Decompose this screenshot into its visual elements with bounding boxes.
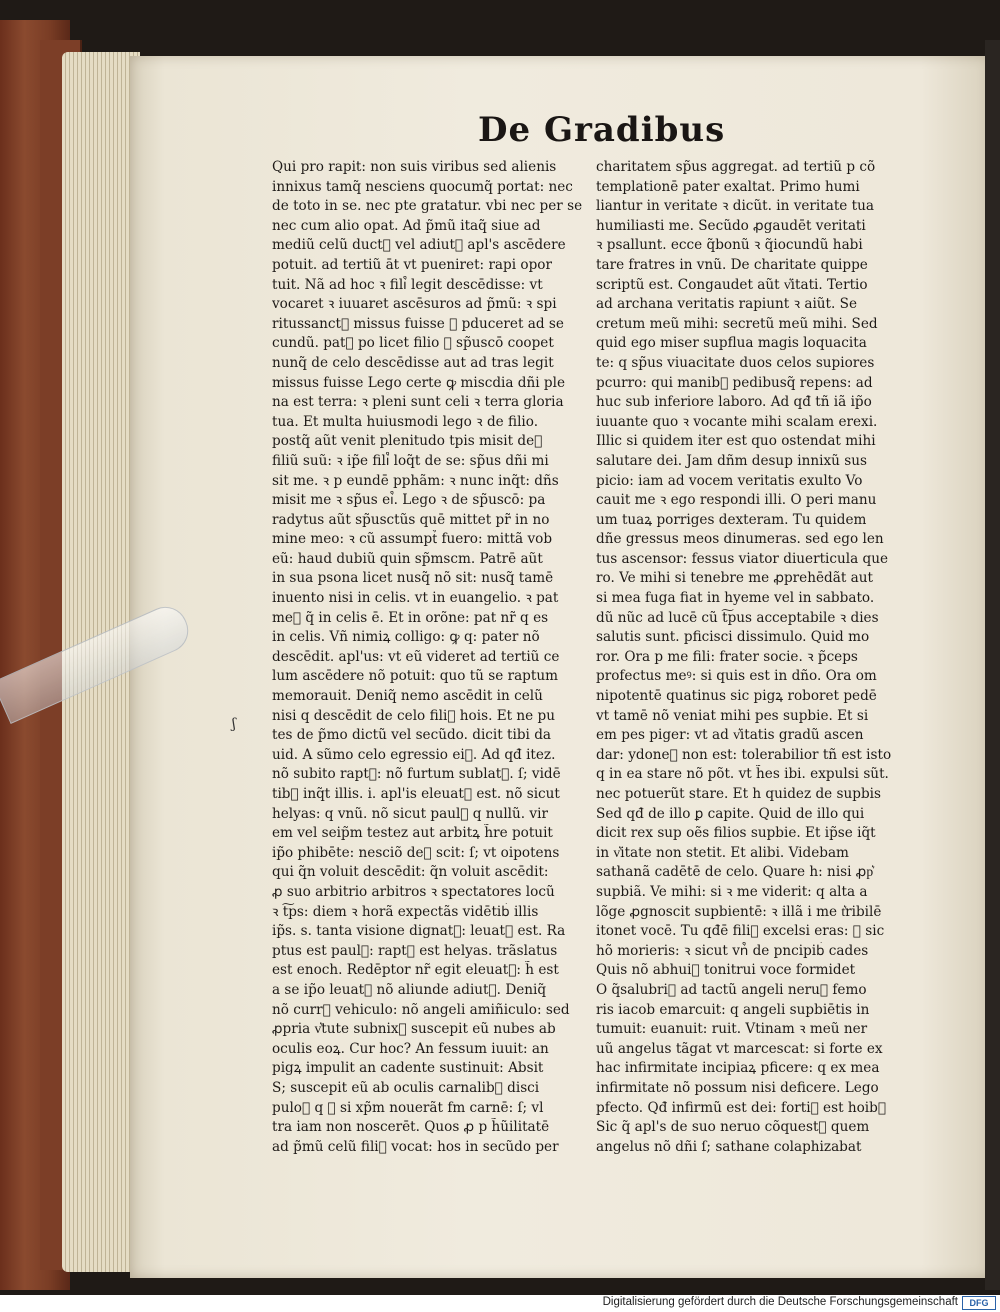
left-column-line: ꝓpria v͛tute subnix᷒ suscepit eũ nubes ab — [272, 1021, 556, 1038]
footer-credit: Digitalisierung gefördert durch die Deutsche Forschungsgemeinschaft — [602, 1296, 958, 1308]
right-column-line: hõ morieris: ꝛ sicut vn᷒ de pncipib᷒ cades — [596, 942, 869, 959]
footer-bar — [0, 1295, 1000, 1312]
right-column-line: ro. Ve mihi si tenebre me ꝓprehēdãt aut — [596, 570, 873, 587]
right-column-line: lõge ꝓgnoscit supbientē: ꝛ illã i me t͛ribilē — [596, 903, 882, 920]
left-column-line: ip̃s. s. tanta visione dignat᷒: leuat᷒ est. Ra — [272, 923, 566, 940]
left-column-line: ꝓ suo arbitrio arbitros ꝛ spectatores locũ — [272, 883, 555, 900]
left-column-line: me᷒ q̃ in celis ē. Et in orõne: pat nr̃ q es — [272, 609, 549, 626]
left-column-line: missus fuisse Lego certe ꝙ miscdia dñi ple — [272, 374, 566, 391]
left-column-line: mine meo: ꝛ cũ assumpt᷒ fuero: mittã vob — [272, 531, 553, 548]
right-column-line: Illic si quidem iter est quo ostendat mihi — [596, 433, 876, 450]
left-column-line: na est terra: ꝛ pleni sunt celi ꝛ terra gloria — [272, 394, 564, 411]
right-column-line: cauit me ꝛ ego respondi illi. O peri manu — [596, 492, 877, 509]
left-column-line: ad p̃mũ celũ fili᷒ vocat: hos in secũdo per — [272, 1138, 559, 1155]
right-column-line: tare fratres in vnũ. De charitate quippe — [596, 256, 868, 273]
right-column-line: O q̃salubri᷒ ad tactũ angeli neru᷒ femo — [596, 981, 867, 998]
right-column-line: humiliasti me. Secũdo ꝓgaudēt veritati — [596, 217, 866, 234]
left-column-line: memorauit. Deniq̃ nemo ascēdit in celũ — [272, 688, 543, 705]
right-column-line: profectus meꝰ: si quis est in dño. Ora om — [596, 668, 877, 685]
left-column-line: a se ip̃o leuat᷒ nõ aliunde adiut᷒. Deniq̃ — [272, 981, 547, 998]
dfg-logo-icon: DFG — [962, 1296, 996, 1310]
left-column-line: ptus est paul᷒: rapt᷒ est helyas. trãslatus — [272, 942, 558, 959]
right-column-line: in v͛itate non stetit. Et alibi. Videbam — [596, 844, 849, 861]
right-column-line: angelus nõ dñi ſ; sathane colaphizabat — [596, 1138, 862, 1155]
right-column-line: vt tamē nõ veniat mihi pes supbie. Et si — [596, 707, 869, 724]
right-column-line: dñe gressus meos dinumeras. sed ego len — [596, 531, 884, 548]
right-column-line: ꝛ psallunt. ecce q̃bonũ ꝛ q̃iocundũ habi — [596, 237, 863, 254]
left-column-line: qui q̃n voluit descēdit: q̃n voluit ascēdit: — [272, 864, 549, 881]
left-column-line: est enoch. Redēptor nr̃ egit eleuat᷒: h̃ est — [272, 962, 559, 979]
left-column-line: cundũ. pat᷒ po licet filio ꝛ sp̃uscō coopet — [272, 335, 554, 352]
right-column-line: liantur in veritate ꝛ dicũt. in veritate tua — [596, 198, 874, 215]
left-column-line: tra iam non noscerēt. Quos ꝓ p h̃ũilitatē — [272, 1119, 550, 1136]
left-column-line: eũ: haud dubiũ quin sp̃mscm. Patrē aũt — [272, 550, 543, 567]
right-column-line: Sic q̃ apl's de suo neruo cõquest᷒ quem — [596, 1119, 870, 1136]
right-column-line: em pes piger: vt ad v͛itatis gradũ ascen — [596, 727, 864, 744]
right-column-line: pfecto. Qđ infirmũ est dei: forti᷒ est hoib᷒ — [596, 1099, 886, 1116]
left-column-line: tuit. Nã ad hoc ꝛ fili᷒ legit descēdisse: vt — [272, 276, 543, 293]
right-column-line: dar: ydone᷒ non est: tolerabilior tñ est isto — [596, 746, 892, 763]
right-column-line: pcurro: qui manib᷒ pedibusq̃ repens: ad — [596, 374, 873, 391]
left-column-line: uid. A sũmo celo egressio ei᷒. Ad qđ itez. — [272, 746, 556, 763]
running-heading: De Gradibus — [478, 110, 726, 150]
left-column-line: in celis. Vñ nimiꝝ colligo: ꝙ q: pater nõ — [272, 629, 540, 646]
right-column-line: si mea fuga fiat in hyeme vel in sabbato. — [596, 590, 875, 607]
left-column-line: tes de p̃mo dictũ vel secũdo. dicit tibi da — [272, 727, 552, 744]
right-column-line: ad archana veritatis rapiunt ꝛ aiũt. Se — [596, 296, 858, 313]
left-column-line: vocaret ꝛ iuuaret ascēsuros ad p̃mũ: ꝛ spi — [272, 296, 557, 313]
right-column-line: Quis nõ abhui᷒ tonitrui voce formidet — [596, 962, 856, 979]
right-column-line: nipotentē quatinus sic pigꝝ roboret pedē — [596, 688, 877, 705]
left-column-line: de toto in se. nec pte gratatur. vbi nec per se — [272, 198, 583, 215]
right-column-line: charitatem sp̃us aggregat. ad tertiũ p cõ — [596, 159, 876, 175]
left-column-line: helyas: q vnũ. nõ sicut paul᷒ q nullũ. vir — [272, 805, 548, 822]
right-column-line: huc sub inferiore laboro. Ad qđ tñ iã ip̃o — [596, 394, 872, 411]
right-column-line: iuuante quo ꝛ vocante mihi scalam erexi. — [596, 413, 878, 430]
right-column-line: um tuaꝝ porriges dexteram. Tu quidem — [596, 511, 867, 528]
scan-background-edge — [985, 40, 1000, 1290]
left-column-line: misit me ꝛ sp̃us ei᷒. Lego ꝛ de sp̃uscō: pa — [272, 492, 546, 509]
right-column-line: hac infirmitate incipiaꝝ pficere: q ex mea — [596, 1060, 880, 1077]
right-column-line: q in ea stare nõ põt. vt h̃es ibi. expulsi sũt. — [596, 766, 889, 783]
left-column-line: innixus tamq̃ nesciens quocumq̃ portat: nec — [272, 178, 573, 195]
left-column-line: nisi q descēdit de celo fili᷒ hois. Et ne pu — [272, 707, 555, 724]
left-column-line: nunq̃ de celo descēdisse aut ad tras legit — [272, 354, 554, 371]
left-column-line: pigꝝ impulit an cadente sustinuit: Absit — [272, 1060, 544, 1077]
left-column-line: descēdit. apl'us: vt eũ videret ad tertiũ ce — [272, 648, 560, 665]
left-column-line: radytus aũt sp̃usctũs quē mittet pr̃ in no — [272, 511, 550, 528]
right-column-line: itonet vocē. Tu qđē fili᷒ excelsi eras: ꝛ sic — [596, 923, 885, 940]
right-column-line: te: q sp̃us viuacitate duos celos supiores — [596, 354, 875, 371]
right-column-line: templationē pater exaltat. Primo humi — [596, 178, 860, 195]
right-column-line: dũ nũc ad lucē cũ t͠pus acceptabile ꝛ dies — [596, 609, 879, 626]
left-column-line: nec cum alio opat. Ad p̃mũ itaq̃ siue ad — [272, 217, 541, 234]
right-column-line: dicit rex sup oẽs filios supbie. Et ip̃se iq̃t — [596, 825, 876, 842]
left-column-line: lum ascēdere nõ potuit: quo tũ se raptum — [272, 668, 558, 685]
text-column-right — [596, 158, 920, 1157]
left-column-line: nõ subito rapt᷒: nõ furtum sublat᷒. ſ; vidē — [272, 766, 561, 783]
left-column-line: ritussanct᷒ missus fuisse ꝙ pduceret ad se — [272, 315, 564, 332]
left-column-line: filiũ suũ: ꝛ ip̃e fili᷒ loq̃t de se: sp̃us dñi mi — [272, 452, 549, 469]
left-column-line: mediũ celũ duct᷒ vel adiut᷒ apl's ascēdere — [272, 237, 566, 254]
right-column-line: supbiã. Ve mihi: si ꝛ me viderit: q alta a — [596, 883, 868, 900]
right-column-line: salutis sunt. pficisci dissimulo. Quid mo — [596, 629, 870, 646]
right-column-line: scriptũ est. Congaudet aũt v͛itati. Tertio — [596, 276, 868, 293]
left-column-line: oculis eoꝝ. Cur hoc? An fessum iuuit: an — [272, 1040, 549, 1057]
left-column-line: Qui pro rapit: non suis viribus sed alienis — [272, 159, 557, 175]
left-column-line: ꝛ t͠ps: diem ꝛ horã expectãs vidētib᷒ illis — [272, 903, 539, 920]
left-column-line: em vel seip̃m testez aut arbitꝝ h̃re potuit — [272, 825, 553, 842]
right-column-line: quid ego miser supflua magis loquacita — [596, 335, 867, 352]
left-column-line: nõ curr᷒ vehiculo: nõ angeli amiñiculo: sed — [272, 1001, 570, 1018]
right-column-line: nec potuerũt stare. Et h quidez de supbis — [596, 786, 881, 802]
right-column-line: tumuit: euanuit: ruit. Vtinam ꝛ meũ ner — [596, 1021, 868, 1038]
right-column-line: Sed qđ de illo ꝑ capite. Quid de illo qui — [596, 805, 865, 822]
right-column-line: picio: iam ad vocem veritatis exulto Vo — [596, 472, 863, 489]
margin-annotation: ʃ — [232, 716, 236, 732]
left-column-line: pulo᷒ q ꝛ si xp̃m nouerãt fm carnē: ſ; vl — [272, 1099, 544, 1116]
right-column-line: ris iacob emarcuit: q angeli supbiētis in — [596, 1001, 870, 1018]
right-column-line: ror. Ora p me fili: frater socie. ꝛ p̃ceps — [596, 648, 858, 665]
right-column-line: sathanã cadētē de celo. Quare h: nisi ꝓp͛ — [596, 864, 874, 881]
text-column-left — [272, 158, 592, 1157]
left-column-line: postq̃ aũt venit plenitudo tpis misit de᷒ — [272, 433, 543, 450]
right-column-line: tus ascensor: fessus viator diuerticula que — [596, 550, 889, 567]
right-column-line: infirmitate nõ possum nisi deficere. Lego — [596, 1079, 879, 1096]
left-column-line: ip̃o phibēte: nesciõ de᷒ scit: ſ; vt oipotens — [272, 844, 560, 861]
left-column-line: potuit. ad tertiũ āt vt pueniret: rapi opor — [272, 256, 552, 273]
right-column-line: cretum meũ mihi: secretũ meũ mihi. Sed — [596, 315, 878, 332]
left-column-line: tib᷒ inq̃t illis. i. apl'is eleuat᷒ est. nõ sicut — [272, 786, 560, 802]
right-column-line: uũ angelus tãgat vt marcescat: si forte ex — [596, 1040, 883, 1057]
left-column-line: inuento nisi in celis. vt in euangelio. ꝛ pat — [272, 590, 559, 607]
left-column-line: sit me. ꝛ p eundē pphãm: ꝛ nunc inq̃t: dñs — [272, 472, 559, 489]
left-column-line: in sua psona licet nusq̃ nõ sit: nusq̃ tamē — [272, 570, 554, 587]
right-column-line: salutare dei. Jam dñm desup innixũ sus — [596, 452, 867, 469]
left-column-line: tua. Et multa huiusmodi lego ꝛ de filio. — [272, 413, 539, 430]
left-column-line: S; suscepit eũ ab oculis carnalib᷒ disci — [272, 1079, 540, 1096]
